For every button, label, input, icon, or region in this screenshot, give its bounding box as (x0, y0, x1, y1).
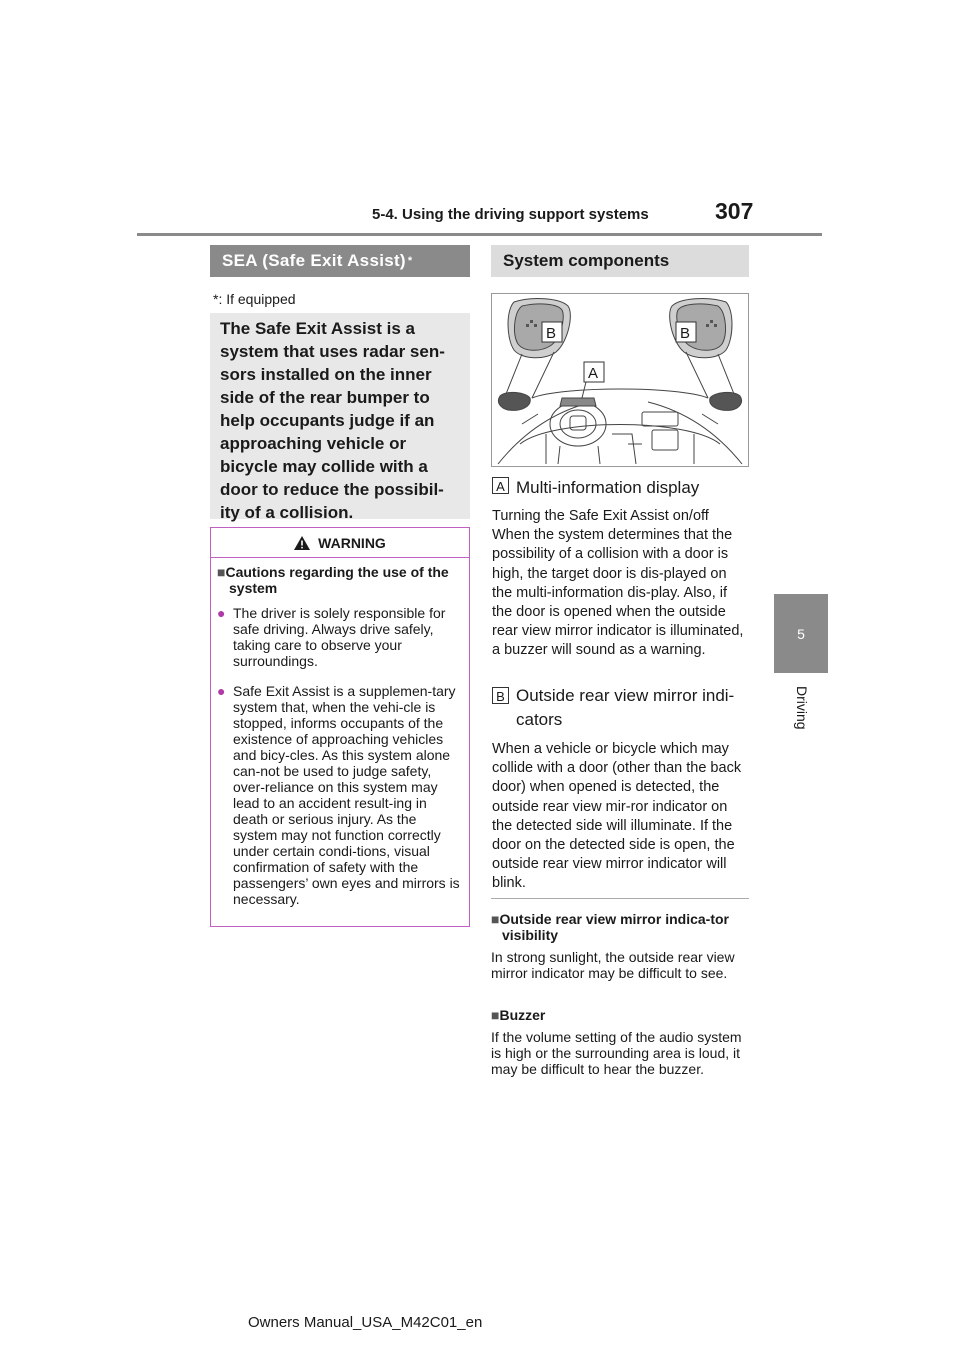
item-a-title: Multi-information display (516, 478, 700, 497)
figure-label-b-right: B (680, 325, 691, 342)
footnote-if-equipped: *: If equipped (213, 291, 296, 307)
sea-heading: SEA (Safe Exit Assist) * (210, 245, 470, 277)
warning-box (210, 527, 470, 927)
notes-rule (491, 898, 749, 899)
cockpit-illustration (491, 293, 749, 467)
chapter-tab (774, 594, 828, 673)
item-b-text: When a vehicle or bicycle which may collide with a door (other than the back door) when opened is detected, the outside rear view mir-ror indicator on the detected side will illuminate. If the door on the detected side is open, the outside rear view mirror indicator will blink. (492, 741, 742, 892)
chapter-number: 5 (797, 625, 805, 642)
warning-bullet: ● Safe Exit Assist is a supplemen-tary system that, when the vehi-cle is stopped, informs occupants of the existence of approaching vehicles and bicy-cles. As this system alone can-not be used to judge safety, over-reliance on this system may lead to an accident result-ing in death or serious injury. As the system may not function correctly under certain condi-tions, visual confirmation of safety with the passengers’ own eyes and mirrors is necessary. (217, 683, 460, 907)
page-number: 307 (715, 198, 754, 224)
warning-header: WARNING (211, 528, 469, 558)
label-a-box: A (492, 477, 509, 494)
note-visibility: ■Outside rear view mirror indica-tor visibility In strong sunlight, the outside rear view mirror indicator may be difficult to see. (491, 911, 735, 981)
label-b-box: B (492, 687, 509, 704)
warning-subhead: ■Cautions regarding the use of the system (217, 564, 449, 596)
cockpit-drawing (492, 294, 748, 466)
warning-bullet: ● The driver is solely responsible for safe driving. Always drive safely, taking care to observe your surroundings. (217, 605, 446, 669)
intro-box: The Safe Exit Assist is a system that uses radar sen- sors installed on the inner side of the rear bumper to help occupants judge if an approaching vehicle or bicycle may collide with a door to reduce the possibil- ity of a collision. (210, 313, 470, 519)
header-rule (137, 233, 822, 236)
section-title: 5-4. Using the driving support systems (372, 206, 649, 223)
figure-label-b-left: B (546, 325, 557, 342)
warning-icon (294, 536, 310, 550)
item-b (492, 684, 750, 894)
note-buzzer: ■Buzzer If the volume setting of the audio system is high or the surrounding area is loud, it may be difficult to hear the buzzer. (491, 1007, 742, 1077)
item-a-text: Turning the Safe Exit Assist on/off When the system determines that the possibility of a collision with a door is high, the target door is dis-played on the multi-information dis-play. Also, if the door is opened when the outside rear view mirror indicator is illuminated, a buzzer will sound as a warning. (492, 508, 744, 659)
system-components-heading: System components (491, 245, 749, 277)
footer-text: Owners Manual_USA_M42C01_en (248, 1314, 483, 1331)
chapter-label: Driving (794, 686, 810, 730)
item-b-title: Outside rear view mirror indi-cators (516, 686, 735, 729)
item-a (492, 477, 750, 661)
figure-label-a: A (588, 365, 599, 382)
